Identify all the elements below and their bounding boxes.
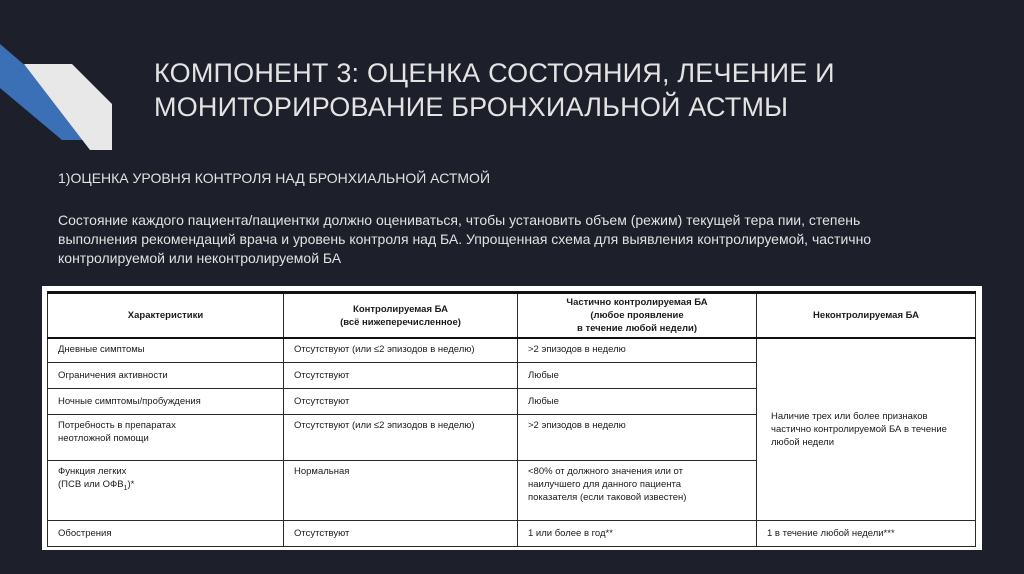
uncontrolled-criteria: Наличие трех или более признаков частично контролируемой БА в течение любой недели <box>757 338 976 520</box>
header-characteristics: Характеристики <box>48 293 284 339</box>
control-level-table <box>47 291 976 547</box>
table-row: Функция легких (ПСВ или $ОФВ_1)*$ Нормальная <80% от должного значения или от наилучшего для данного пациента показателя (если таковой известен) <box>48 460 976 520</box>
table-row: Дневные симптомы Отсутствуют (или ≤2 эпизодов в неделю) >2 эпизодов в неделю Наличие трех или более признаков частично контролируемой БА в течение любой недели <box>48 338 976 362</box>
control-level-table-image <box>42 286 982 550</box>
table-row: Обострения Отсутствуют 1 или более в год** 1 в течение любой недели*** <box>48 520 976 546</box>
corner-decoration <box>0 0 130 160</box>
table-row: Ночные симптомы/пробуждения Отсутствуют Любые <box>48 388 976 414</box>
page-title: КОМПОНЕНТ 3: ОЦЕНКА СОСТОЯНИЯ, ЛЕЧЕНИЕ И МОНИТОРИРОВАНИЕ БРОНХИАЛЬНОЙ АСТМЫ <box>154 58 835 122</box>
header-partially-controlled: Частично контролируемая БА (любое проявление в течение любой недели) <box>518 293 757 339</box>
table-row: Потребность в препаратах неотложной помощи Отсутствуют (или ≤2 эпизодов в неделю) >2 эпизодов в неделю <box>48 414 976 460</box>
header-controlled: Контролируемая БА (всё нижеперечисленное) <box>284 293 518 339</box>
description-paragraph: Состояние каждого пациента/пациентки должно оцениваться, чтобы установить объем (режим) текущей тера пии, степень выполнения рекомендаций врача и уровень контроля над БА. Упрощенная схема для выявления контролируемой, частично контролируемой или неконтролируемой БА <box>58 212 872 266</box>
header-uncontrolled: Неконтролируемая БА <box>757 293 976 339</box>
table-row: Ограничения активности Отсутствуют Любые <box>48 362 976 388</box>
section-subtitle: 1)ОЦЕНКА УРОВНЯ КОНТРОЛЯ НАД БРОНХИАЛЬНОЙ АСТМОЙ <box>58 170 491 186</box>
